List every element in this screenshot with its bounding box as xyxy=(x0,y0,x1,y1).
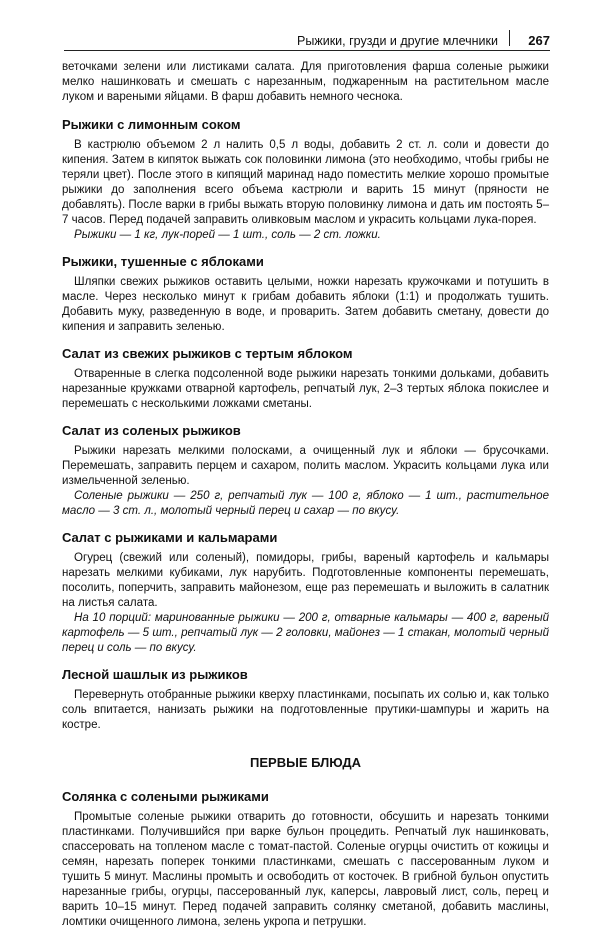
recipe-text: Перевернуть отобранные рыжики кверху пластинками, посыпать их солью и, как только соль впитается, нанизать рыжики на подготовленные прутики-шампуры и жарить на костре. xyxy=(62,689,549,731)
recipe-ingredients: Рыжики — 1 кг, лук-порей — 1 шт., соль — 2 ст. ложки. xyxy=(74,229,381,241)
section-title: ПЕРВЫЕ БЛЮДА xyxy=(250,755,361,770)
recipe-title: Салат из свежих рыжиков с тертым яблоком xyxy=(62,346,353,361)
recipe-title: Салат с рыжиками и кальмарами xyxy=(62,530,278,545)
recipe-title: Солянка с солеными рыжиками xyxy=(62,789,269,804)
recipe-ingredients: Соленые рыжики — 250 г, репчатый лук — 100 г, яблоко — 1 шт., растительное масло — 3 ст. л., молотый черный перец и сахар — по вкусу. xyxy=(62,490,549,517)
recipe-title: Салат из соленых рыжиков xyxy=(62,423,241,438)
recipe-text: Промытые соленые рыжики отварить до готовности, обсушить и нарезать тонкими пластинками. Получившийся при варке бульон процедить. Репчатый лук нашинковать, спассеровать на топленом масле с томат-пастой. Соленые огурцы очистить от кожицы и семян, нарезать поперек тонкими пластинками, смешать с пассерованным луком и тушить 5 минут. Маслины промыть и освободить от косточек. В грибной бульон опустить нарезанные грибы, огурцы, пассерованный лук, каперсы, лавровый лист, соль, перец и варить 10–15 минут. Перед подачей заправить солянку сметаной, добавить маслины, ломтики очищенного лимона, зелень укропа и петрушки. xyxy=(62,811,549,928)
recipe-text: Рыжики нарезать мелкими полосками, а очищенный лук и яблоки — брусочками. Перемешать, заправить перцем и сахаром, полить маслом. Украсить кольцами лука или измельченной зеленью. xyxy=(62,445,549,487)
recipe-text: Шляпки свежих рыжиков оставить целыми, ножки нарезать кружочками и потушить в масле. Через несколько минут к грибам добавить яблоки (1:1) и продолжать тушить. Добавить муку, разведенную в воде, и проварить. Затем добавить сметану, довести до кипения и заправить зеленью. xyxy=(62,276,549,333)
intro-paragraph: веточками зелени или листиками салата. Для приготовления фарша соленые рыжики мелко нашинковать и смешать с нарезанным, поджаренным на растительном масле луком и вареными яйцами. В фарш добавить немного чеснока. xyxy=(62,61,549,103)
recipe-title: Рыжики, тушенные с яблоками xyxy=(62,254,264,269)
page-header xyxy=(64,28,550,51)
recipe-text: Огурец (свежий или соленый), помидоры, грибы, вареный картофель и кальмары нарезать мелкими кубиками, лук нарубить. Подготовленные компоненты перемешать, посолить, поперчить, заправить майонезом, еще раз перемешать и выложить в салатник на листья салата. xyxy=(62,552,549,609)
recipe-ingredients: На 10 порций: маринованные рыжики — 200 г, отварные кальмары — 400 г, вареный картофель — 5 шт., репчатый лук — 2 головки, майонез — 1 стакан, молотый черный перец и соль — по вкусу. xyxy=(62,612,549,654)
recipe-text: Отваренные в слегка подсоленной воде рыжики нарезать тонкими дольками, добавить нарезанные кружками отварной картофель, репчатый лук, 2–3 тертых яблока покислее и перемешать с несколькими ложками сметаны. xyxy=(62,368,549,410)
header-separator xyxy=(509,30,511,46)
page-content xyxy=(62,60,549,930)
recipe-text: В кастрюлю объемом 2 л налить 0,5 л воды, добавить 2 ст. л. соли и довести до кипения. Затем в кипяток выжать сок половинки лимона (это необходимо, чтобы грибы не теряли цвет). После этого в кипящий маринад надо поместить мелкие хорошо промытые рыжики до заполнения всего объема кастрюли и варить 15 минут (пряности не добавлять). После варки в грибы выжать вторую половинку лимона и дать им постоять 5–7 часов. Перед подачей заправить оливковым маслом и украсить кольцами лука-порея. xyxy=(62,139,549,226)
recipe-title: Лесной шашлык из рыжиков xyxy=(62,667,248,682)
running-title: Рыжики, грузди и другие млечники xyxy=(297,34,498,48)
recipe-title: Рыжики с лимонным соком xyxy=(62,117,241,132)
page-number: 267 xyxy=(528,33,550,48)
